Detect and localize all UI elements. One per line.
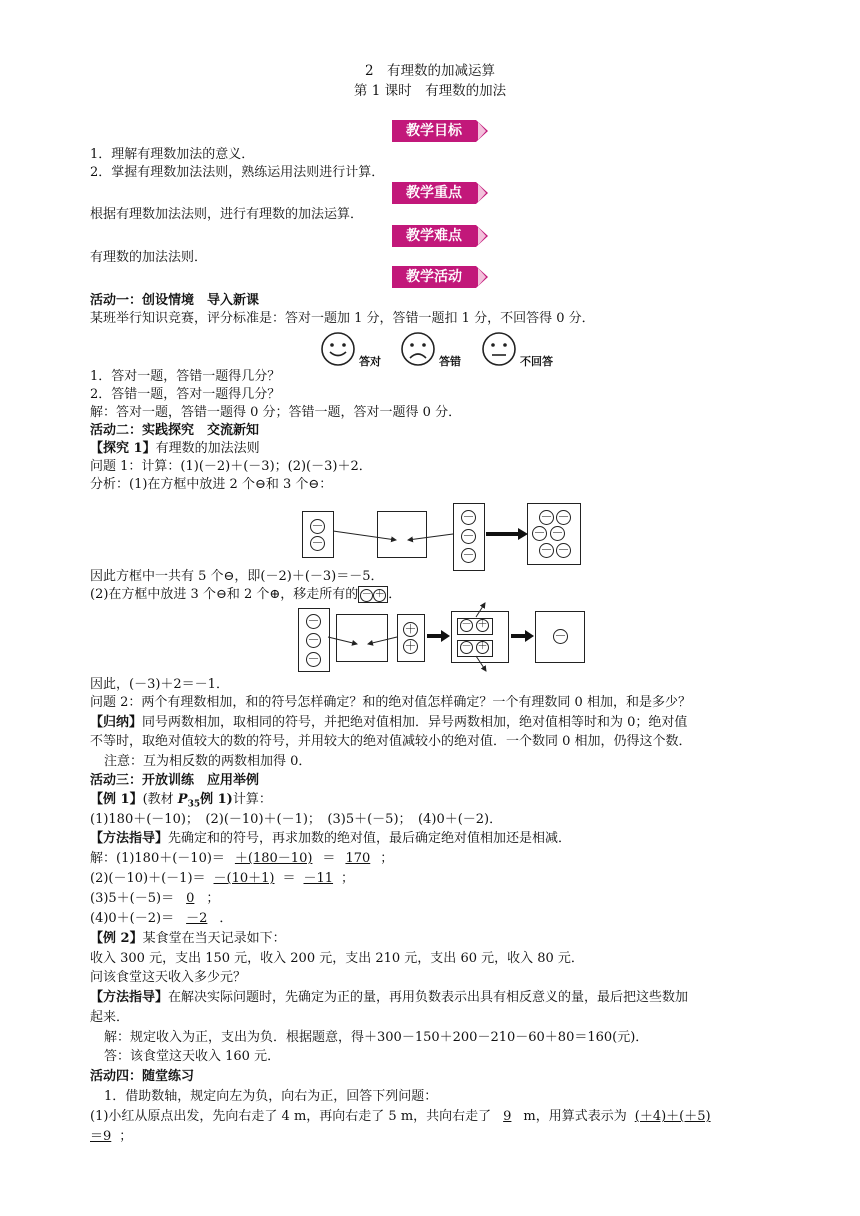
keypoint-text: 根据有理数加法法则，进行有理数的加法运算． — [90, 207, 364, 222]
arrow-icon — [328, 637, 357, 644]
example2-text: 某食堂在当天记录如下： — [142, 931, 286, 946]
example1-items: (1)180＋(－10)； (2)(－10)＋(－1)； (3)5＋(－5)； (4)0＋(－2)． — [90, 812, 503, 827]
bold-arrow-head-icon — [441, 630, 450, 642]
minus-token-icon: － — [551, 526, 564, 540]
practice-q1-1-text2: m，用算式表示为 — [523, 1109, 627, 1124]
minus-token-icon: － — [462, 510, 475, 524]
solution4 — [90, 910, 232, 928]
explore1-title: 有理数的加法法则 — [155, 441, 260, 456]
explore1-tag: 【探究 1】 — [90, 441, 156, 456]
example2-question: 问该食堂这天收入多少元？ — [90, 970, 247, 985]
example1-ref-end: 例 1) — [200, 792, 233, 807]
plus-token-icon: ＋ — [404, 639, 417, 653]
sol1-prefix: 解：(1)180＋(－10)＝ — [90, 851, 225, 866]
problem1: 问题 1：计算：(1)(－2)＋(－3)；(2)(－3)＋2． — [90, 459, 372, 474]
example2-data: 收入 300 元，支出 150 元，收入 200 元，支出 210 元，支出 60 元，收入 80 元． — [90, 951, 584, 966]
example1-text: 计算： — [232, 792, 272, 807]
minus-token-icon: － — [361, 589, 372, 600]
solution3 — [90, 890, 219, 908]
example1-tag: 【例 1】 — [90, 792, 143, 807]
example2-answer: 答：该食堂这天收入 160 元． — [104, 1049, 281, 1064]
sol3-prefix: (3)5＋(－5)＝ — [90, 891, 175, 906]
conclusion2: 因此，(－3)＋2＝－1． — [90, 677, 229, 692]
note: 注意：互为相反数的两数相加得 0． — [104, 754, 312, 769]
analysis2-suffix: ． — [388, 587, 402, 602]
practice-q1-1-sep: ； — [119, 1129, 133, 1144]
practice-q1-1-blank2: (＋4)＋(＋5) — [634, 1109, 711, 1124]
badge-difficulties-label: 教学难点 — [406, 228, 462, 244]
activity2-heading: 活动二：实践探究 交流新知 — [90, 423, 260, 438]
sol2-prefix: (2)(－10)＋(－1)＝ — [90, 871, 206, 886]
sol4-blank: －2 — [186, 911, 208, 926]
practice-q1-1-blank1: 9 — [503, 1109, 512, 1124]
sol1-eq: ＝ — [322, 851, 336, 866]
remove-arrow-icon — [476, 656, 486, 671]
activity3-heading: 活动三：开放训练 应用举例 — [90, 773, 260, 788]
sol1-blank2: 170 — [345, 851, 371, 866]
minus-token-icon: － — [557, 510, 570, 524]
badge-objectives-label: 教学目标 — [406, 123, 462, 139]
minus-token-icon: － — [461, 619, 472, 630]
example2-tag: 【例 2】 — [90, 931, 143, 946]
badge-keypoints-label: 教学重点 — [406, 185, 462, 201]
analysis2-text: (2)在方框中放进 3 个⊖和 2 个⊕，移走所有的 — [90, 587, 359, 602]
plus-token-icon: ＋ — [477, 619, 488, 630]
sol1-blank1: ＋(180－10) — [234, 851, 313, 866]
activity1-q2: 2．答错一题，答对一题得几分？ — [90, 387, 281, 402]
sol3-sep: ； — [206, 891, 220, 906]
summary-line2: 不等时，取绝对值较大的数的符号，并用较大的绝对值减较小的绝对值．一个数同 0 相加，仍得这个数． — [90, 734, 692, 749]
arrow-icon — [368, 637, 397, 644]
example1-ref-page: 35 — [187, 799, 201, 810]
badge-activities-label: 教学活动 — [406, 269, 462, 285]
method-tag: 【方法指导】 — [90, 990, 169, 1005]
example2-solution: 解：规定收入为正，支出为负．根据题意，得＋300－150＋200－210－60＋80＝160(元)． — [104, 1030, 649, 1045]
summary-line1 — [90, 714, 687, 732]
sol4-prefix: (4)0＋(－2)＝ — [90, 911, 175, 926]
practice-q1-1 — [90, 1108, 711, 1126]
minus-token-icon: － — [557, 543, 570, 557]
face-label-correct: 答对 — [359, 355, 381, 368]
problem2: 问题 2：两个有理数相加，和的符号怎样确定？和的绝对值怎样确定？一个有理数同 0 相加，和是多少？ — [90, 695, 691, 710]
solution1 — [90, 850, 393, 868]
activity4-heading: 活动四：随堂练习 — [90, 1069, 195, 1084]
sol2-blank2: －11 — [303, 871, 334, 886]
activity1-answer: 解：答对一题，答错一题得 0 分；答错一题，答对一题得 0 分． — [90, 405, 462, 420]
practice-q1-1-text: (1)小红从原点出发，先向右走了 4 m，再向右走了 5 m，共向右走了 — [90, 1109, 492, 1124]
lesson-title: 2 有理数的加减运算 — [364, 63, 496, 79]
minus-token-icon: － — [462, 548, 475, 562]
face-label-noanswer: 不回答 — [520, 355, 553, 368]
practice-q1: 1．借助数轴，规定向左为负，向右为正，回答下列问题： — [104, 1089, 438, 1104]
summary-tag: 【归纳】 — [90, 715, 143, 730]
plus-token-icon: ＋ — [477, 641, 488, 652]
minus-token-icon: － — [540, 510, 553, 524]
sol2-blank1: －(10＋1) — [213, 871, 275, 886]
minus-token-icon: － — [533, 526, 546, 540]
conclusion1: 因此方框中一共有 5 个⊖，即(－2)＋(－3)＝－5． — [90, 569, 384, 584]
practice-q1-1-cont — [90, 1128, 132, 1146]
sol2-sep: ； — [341, 871, 355, 886]
solution2 — [90, 870, 354, 888]
bold-arrow-head-icon — [525, 630, 534, 642]
minus-token-icon: － — [461, 641, 472, 652]
method-tag: 【方法指导】 — [90, 831, 169, 846]
practice-q1-1-blank2-cont: ＝9 — [90, 1129, 112, 1144]
minus-token-icon: － — [307, 652, 320, 666]
method2-text: 在解决实际问题时，先确定为正的量，再用负数表示出具有相反意义的量，最后把这些数加 — [168, 990, 689, 1005]
sol2-eq: ＝ — [282, 871, 296, 886]
activity1-heading: 活动一：创设情境 导入新课 — [90, 293, 260, 308]
minus-token-icon: － — [554, 629, 567, 643]
sol3-blank: 0 — [186, 891, 195, 906]
activity1-q1: 1．答对一题，答错一题得几分？ — [90, 369, 281, 384]
method2-line1 — [90, 989, 688, 1007]
activity1-intro: 某班举行知识竞赛，评分标准是：答对一题加 1 分，答错一题扣 1 分，不回答得 0 分． — [90, 311, 595, 326]
method1-line — [90, 830, 571, 848]
plus-token-icon: ＋ — [404, 622, 417, 636]
minus-token-icon: － — [311, 536, 324, 550]
minus-token-icon: － — [462, 529, 475, 543]
sol4-sep: ． — [219, 911, 233, 926]
method2-line2: 起来． — [90, 1010, 130, 1025]
example1-ref: (教材 — [142, 792, 178, 807]
minus-token-icon: － — [307, 633, 320, 647]
sol1-sep: ； — [380, 851, 394, 866]
example1-ref-p: P — [177, 792, 188, 807]
remove-arrow-icon — [476, 603, 485, 617]
method1-text: 先确定和的符号，再求加数的绝对值，最后确定绝对值相加还是相减． — [168, 831, 572, 846]
difficulty-text: 有理数的加法法则． — [90, 250, 208, 265]
analysis1: 分析：(1)在方框中放进 2 个⊖和 3 个⊖： — [90, 477, 333, 492]
summary-text1: 同号两数相加，取相同的符号，并把绝对值相加．异号两数相加，绝对值相等时和为 0；绝对值 — [142, 715, 688, 730]
minus-token-icon: － — [307, 614, 320, 628]
minus-token-icon: － — [311, 519, 324, 533]
example2-line — [90, 930, 286, 948]
lesson-subtitle: 第 1 课时 有理数的加法 — [353, 83, 507, 99]
minus-token-icon: － — [540, 543, 553, 557]
objective-1: 1．理解有理数加法的意义． — [90, 147, 255, 162]
face-label-wrong: 答错 — [439, 355, 461, 368]
objective-2: 2．掌握有理数加法法则，熟练运用法则进行计算． — [90, 165, 385, 180]
plus-token-icon: ＋ — [374, 589, 385, 600]
